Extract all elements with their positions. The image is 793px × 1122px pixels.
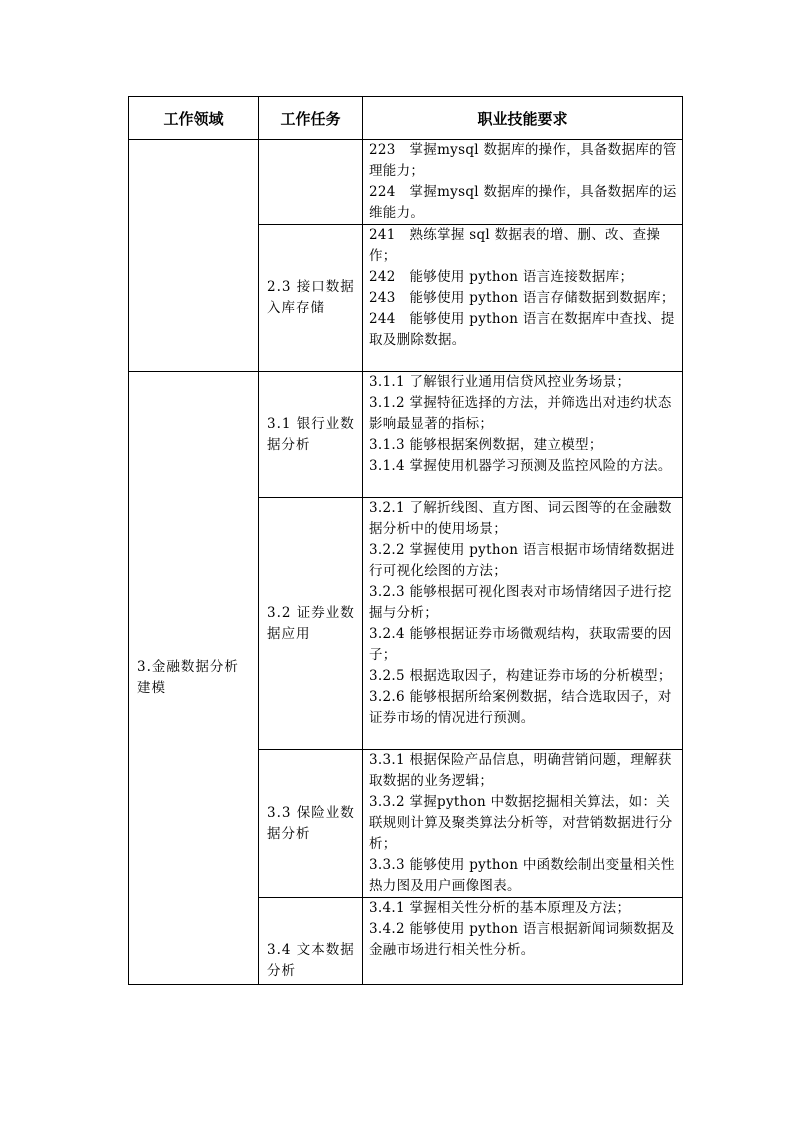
requirement-item: 243 能够使用 python 语言存储数据到数据库； bbox=[369, 290, 675, 306]
requirement-item: 244 能够使用 python 语言在数据库中查找、提取及删除数据。 bbox=[369, 311, 675, 348]
area-cell: 3.金融数据分析建模 bbox=[129, 372, 259, 985]
header-row bbox=[129, 97, 683, 140]
requirement-item: 3.3.3 能够使用 python 中函数绘制出变量相关性热力图及用户画像图表。 bbox=[369, 857, 675, 894]
task-cell: 2.3 接口数据入库存储 bbox=[259, 225, 363, 372]
requirement-item: 3.1.4 掌握使用机器学习预测及监控风险的方法。 bbox=[369, 458, 672, 474]
requirements-cell bbox=[363, 140, 683, 225]
requirements-cell bbox=[363, 225, 683, 372]
requirement-item: 3.1.1 了解银行业通用信贷风控业务场景； bbox=[369, 374, 631, 390]
table-row bbox=[129, 372, 683, 498]
task-cell bbox=[259, 140, 363, 225]
requirement-item: 3.2.5 根据选取因子，构建证券市场的分析模型； bbox=[369, 668, 672, 684]
task-cell: 3.1 银行业数据分析 bbox=[259, 372, 363, 498]
header-area: 工作领域 bbox=[129, 97, 259, 140]
requirement-item: 224 掌握mysql 数据库的操作，具备数据库的运维能力。 bbox=[369, 184, 677, 221]
requirement-item: 3.3.1 根据保险产品信息，明确营销问题，理解获取数据的业务逻辑； bbox=[369, 752, 672, 789]
requirement-item: 241 熟练掌握 sql 数据表的增、删、改、查操作； bbox=[369, 227, 661, 264]
requirements-cell bbox=[363, 372, 683, 498]
requirement-item: 3.2.6 能够根据所给案例数据，结合选取因子，对证券市场的情况进行预测。 bbox=[369, 689, 672, 726]
requirement-item: 3.2.3 能够根据可视化图表对市场情绪因子进行挖掘与分析； bbox=[369, 584, 672, 621]
requirement-item: 223 掌握mysql 数据库的操作，具备数据库的管理能力； bbox=[369, 142, 677, 179]
requirement-item: 3.3.2 掌握python 中数据挖掘相关算法，如：关联规则计算及聚类算法分析等，对营销数据进行分析； bbox=[369, 794, 673, 852]
skills-table bbox=[128, 96, 683, 985]
task-cell: 3.2 证券业数据应用 bbox=[259, 498, 363, 750]
requirements-cell bbox=[363, 498, 683, 750]
requirement-item: 3.1.2 掌握特征选择的方法，并筛选出对违约状态影响最显著的指标； bbox=[369, 395, 672, 432]
header-requirements: 职业技能要求 bbox=[363, 97, 683, 140]
task-cell: 3.3 保险业数据分析 bbox=[259, 750, 363, 898]
area-cell-continued bbox=[129, 140, 259, 372]
requirement-item: 3.1.3 能够根据案例数据，建立模型； bbox=[369, 437, 603, 453]
requirements-cell bbox=[363, 750, 683, 898]
table-row bbox=[129, 140, 683, 225]
task-cell: 3.4 文本数据分析 bbox=[259, 898, 363, 985]
requirement-item: 3.2.2 掌握使用 python 语言根据市场情绪数据进行可视化绘图的方法； bbox=[369, 542, 675, 579]
requirement-item: 3.4.1 掌握相关性分析的基本原理及方法； bbox=[369, 900, 631, 916]
requirement-item: 3.2.4 能够根据证券市场微观结构，获取需要的因子； bbox=[369, 626, 672, 663]
requirement-item: 3.2.1 了解折线图、直方图、词云图等的在金融数据分析中的使用场景； bbox=[369, 500, 672, 537]
requirement-item: 242 能够使用 python 语言连接数据库； bbox=[369, 269, 634, 285]
requirements-cell bbox=[363, 898, 683, 985]
requirement-item: 3.4.2 能够使用 python 语言根据新闻词频数据及金融市场进行相关性分析。 bbox=[369, 921, 675, 958]
header-task: 工作任务 bbox=[259, 97, 363, 140]
